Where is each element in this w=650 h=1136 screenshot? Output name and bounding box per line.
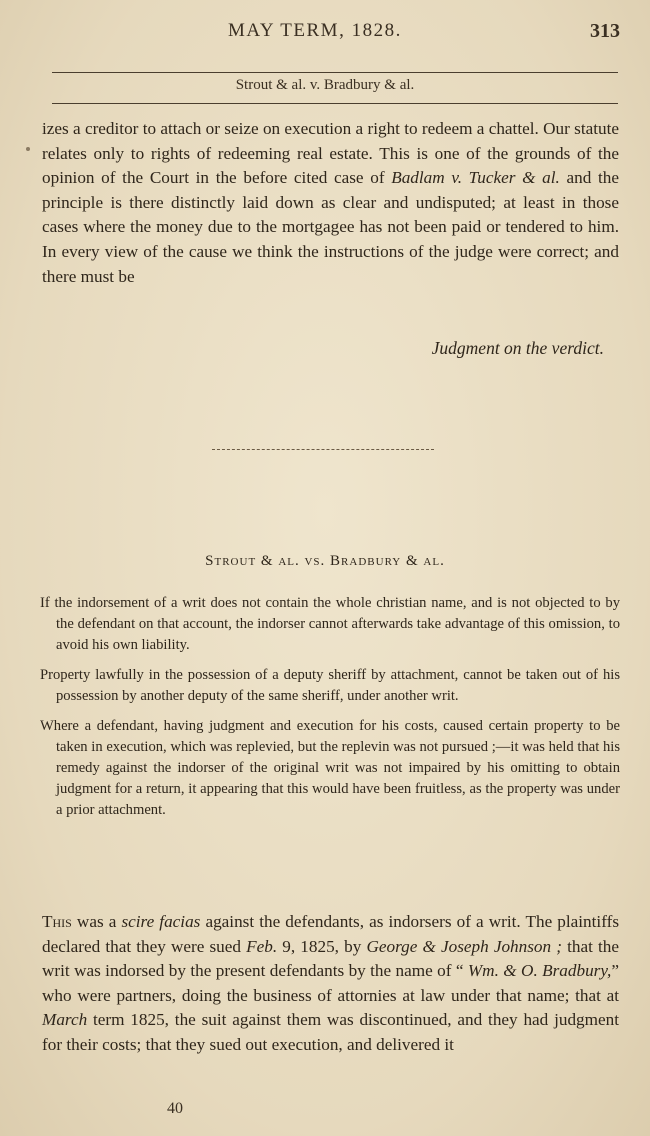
cited-case-name: Badlam v. Tucker & al. — [391, 168, 560, 188]
opening-paragraph — [42, 910, 619, 1058]
signature-mark: 40 — [167, 1100, 183, 1117]
page-number: 313 — [590, 20, 620, 42]
opening-italic: March — [42, 1010, 88, 1030]
headnote: Where a defendant, having judgment and execution for his costs, caused certain property to be taken in execution, which was replevied, but the replevin was not pursued ;—it was held that his remedy against the indorser of the original writ was not impaired by his omitting to obtain judgment for a return, it appearing that this would have been fruitless, as the property was under a prior attachment. — [40, 718, 620, 818]
opinion-opening — [42, 910, 619, 1058]
continuation-text-a: izes a creditor to attach or seize on execution a right to redeem a chattel. Our statute relates only to rights of redeeming real estate. This is one of the grounds of the opinion of the Court in the before cited case of — [42, 119, 619, 188]
opinion-continuation — [42, 117, 619, 289]
continuation-text-b: and the principle is there distinctly laid down as clear and undisputed; at least in those cases where the money due to the mortgagee has not been paid or tendered to him. In every view of the cause we think the instructions of the judge were correct; and there must be — [42, 168, 619, 286]
opening-text: that the writ was indorsed by the present defendants by the name of “ — [42, 936, 620, 981]
section-divider — [212, 449, 434, 450]
running-head-title: MAY TERM, 1828. — [228, 20, 402, 41]
opening-text: term 1825, the suit against them was discontinued, and they had judgment for their costs; that they sued out execution, and delivered it — [42, 1010, 619, 1054]
opening-lead-word: This — [42, 912, 72, 931]
judgment-line: Judgment on the verdict. — [431, 338, 604, 358]
opening-text: 9, 1825, by — [277, 936, 367, 956]
headnote: Property lawfully in the possession of a deputy sheriff by attachment, cannot be taken out of his possession by another deputy of the same sheriff, under another writ. — [40, 667, 620, 704]
header-rule-top — [52, 72, 618, 73]
headnote: If the indorsement of a writ does not contain the whole christian name, and is not objected to by the defendant on that account, the indorser cannot afterwards take advantage of this omission, to avoid his own liability. — [40, 595, 620, 653]
continuation-paragraph — [42, 117, 619, 289]
opening-italic: George & Joseph Johnson ; — [366, 936, 562, 956]
opening-text: was a — [71, 912, 122, 931]
opening-italic: Wm. & O. Bradbury, — [467, 961, 612, 981]
opening-italic: scire facias — [121, 912, 201, 931]
case-heading: Strout & al. vs. Bradbury & al. — [205, 553, 445, 569]
headnotes — [40, 593, 620, 830]
case-caption: Strout & al. v. Bradbury & al. — [235, 77, 415, 93]
header-rule-bottom — [52, 103, 618, 104]
opening-text: ” who were partners, doing the business of attornies at law under that name; that at — [42, 961, 619, 1005]
running-head — [0, 20, 650, 50]
opening-italic: Feb. — [246, 936, 278, 956]
opening-text: against the defendants, as indorsers of a writ. The plaintiffs declared that they were sued — [42, 912, 620, 956]
print-speck — [26, 147, 30, 151]
